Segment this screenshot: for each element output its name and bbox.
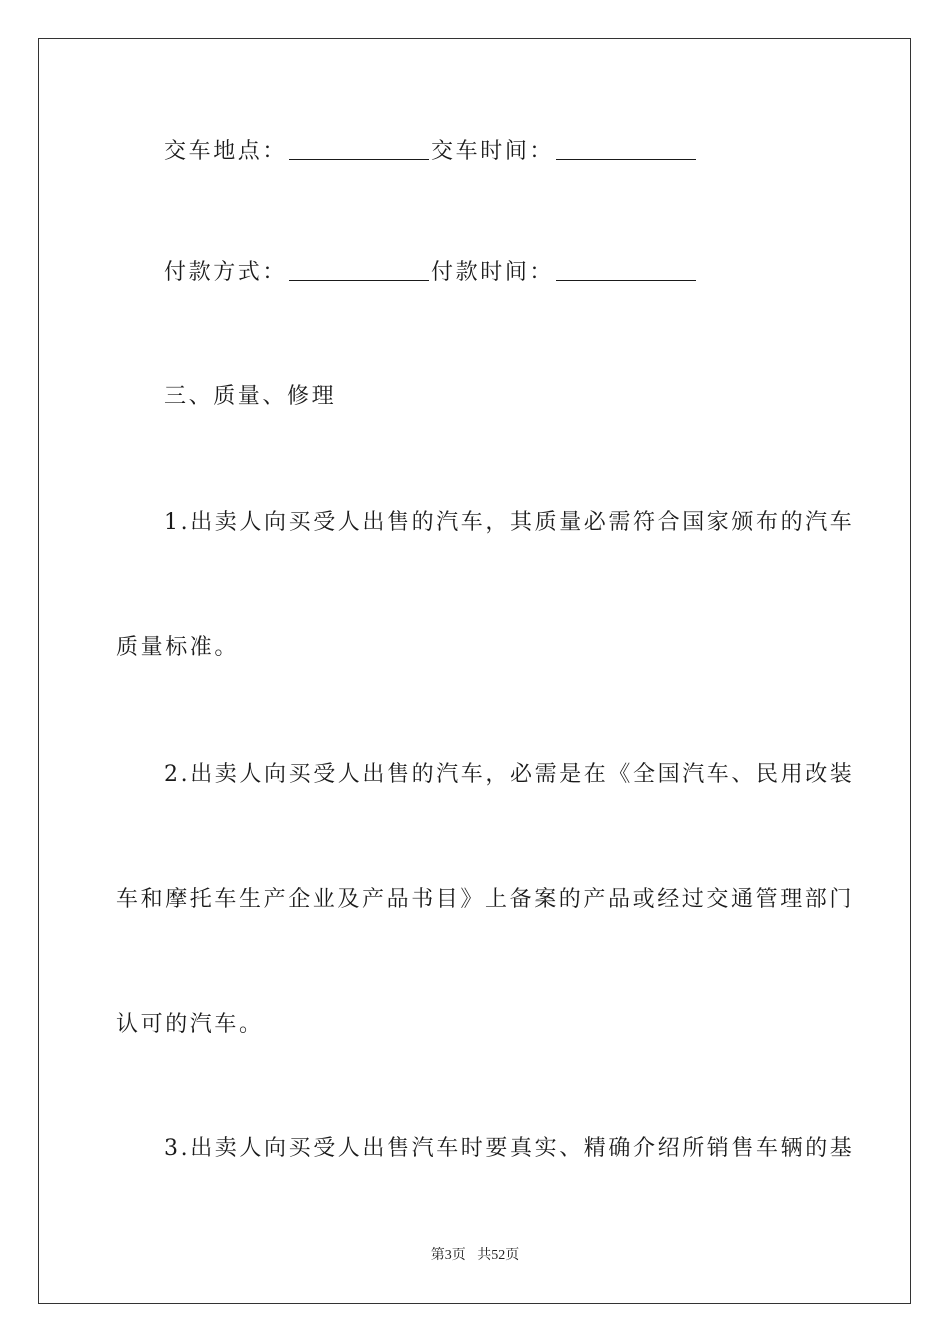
section-heading: 三、质量、修理 — [164, 384, 337, 409]
page-frame — [38, 38, 911, 1304]
delivery-place-blank — [289, 137, 429, 160]
paragraph-1-line-2: 质量标准。 — [116, 635, 240, 660]
payment-time-label: 付款时间： — [431, 260, 555, 285]
page-footer — [0, 1246, 950, 1266]
paragraph-2-line-2: 车和摩托车生产企业及产品书目》上备案的产品或经过交通管理部门 — [116, 887, 855, 912]
paragraph-1-line-1: 1.出卖人向买受人出售的汽车，其质量必需符合国家颁布的汽车 — [164, 510, 855, 535]
delivery-line — [164, 137, 832, 167]
paragraph-2-line-1: 2.出卖人向买受人出售的汽车，必需是在《全国汽车、民用改装 — [164, 762, 855, 787]
delivery-place-label: 交车地点： — [164, 139, 288, 164]
delivery-time-label: 交车时间： — [431, 139, 555, 164]
payment-line — [164, 258, 832, 288]
paragraph-2-line-3: 认可的汽车。 — [116, 1012, 264, 1037]
payment-method-label: 付款方式： — [164, 260, 288, 285]
page-number-current: 第3页 — [430, 1248, 466, 1263]
payment-method-blank — [289, 258, 429, 281]
page-number-total: 共52页 — [477, 1248, 520, 1263]
payment-time-blank — [556, 258, 696, 281]
delivery-time-blank — [556, 137, 696, 160]
paragraph-3-line-1: 3.出卖人向买受人出售汽车时要真实、精确介绍所销售车辆的基 — [164, 1136, 855, 1161]
